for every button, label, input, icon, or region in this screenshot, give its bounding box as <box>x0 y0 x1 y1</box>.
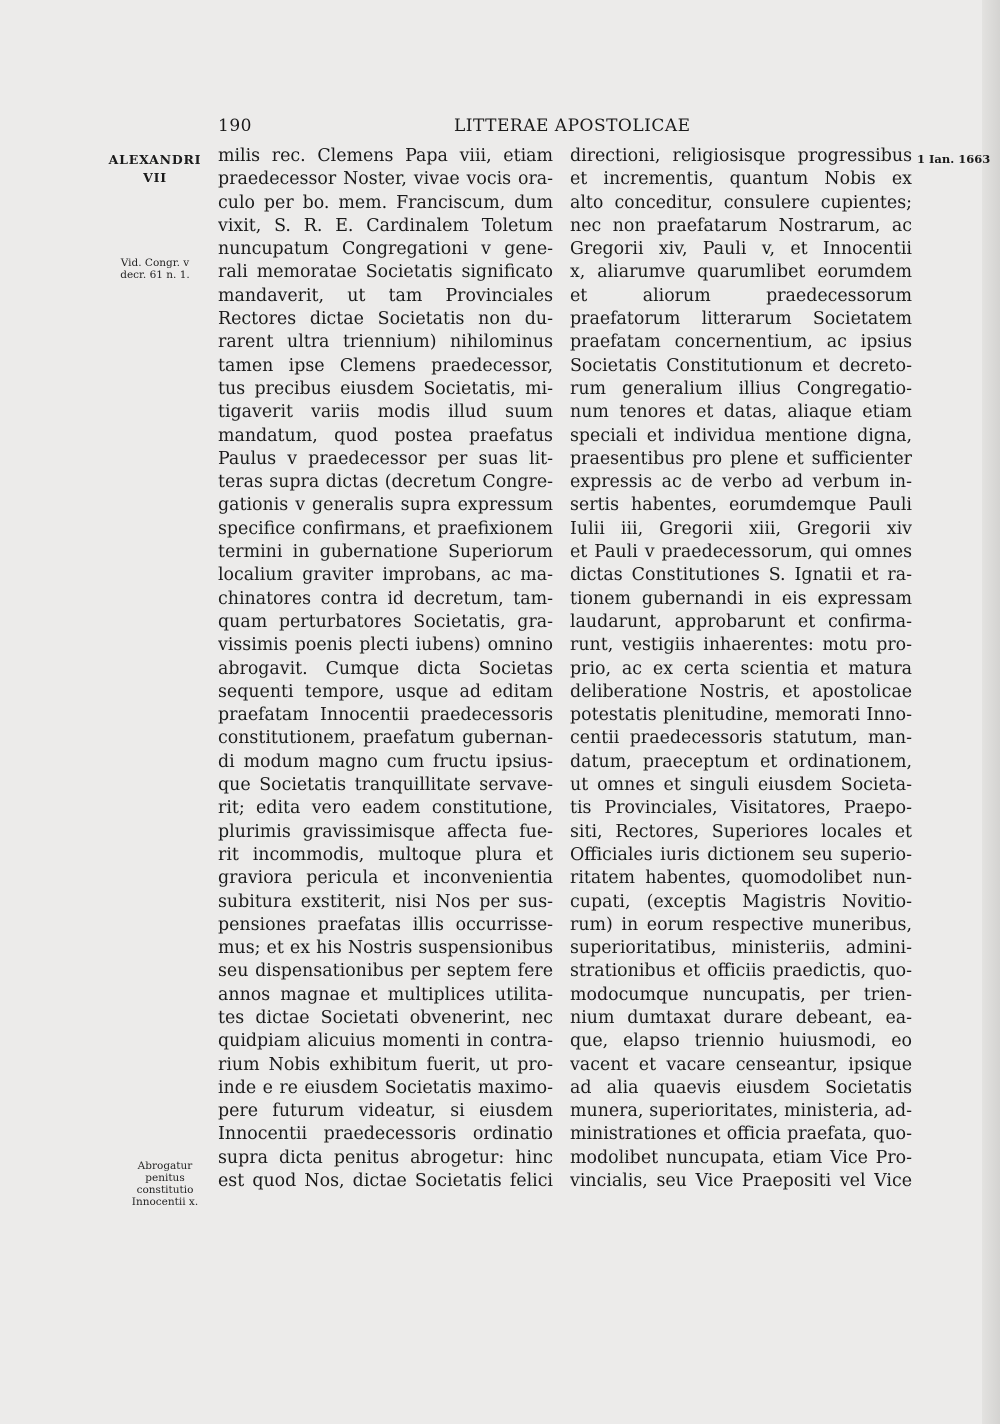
text-line: runt, vestigiis inhaerentes: motu pro- <box>570 635 912 656</box>
text-line: Gregorii xiv, Pauli v, et Innocentii <box>570 239 912 260</box>
text-line: praefatorum litterarum Societatem <box>570 309 912 330</box>
page-header <box>216 116 956 140</box>
margin-note-line: constitutio <box>136 1184 194 1196</box>
text-line: est quod Nos, dictae Societatis felici <box>218 1171 553 1192</box>
text-line: expressis ac de verbo ad verbum in- <box>570 472 912 493</box>
text-line: milis rec. Clemens Papa viii, etiam <box>218 146 553 166</box>
margin-pontiff-line: VII <box>143 170 167 185</box>
page-number: 190 <box>218 116 252 136</box>
text-line: Officiales iuris dictionem seu superio- <box>570 844 912 865</box>
text-line: ministrationes et officia praefata, quo- <box>570 1124 912 1145</box>
text-line: specifice confirmans, et praefixionem <box>218 518 553 539</box>
text-line: rium Nobis exhibitum fuerit, ut pro- <box>218 1054 553 1075</box>
text-line: graviora pericula et inconvenientia <box>218 868 553 889</box>
text-line: tes dictae Societati obvenerint, nec <box>218 1007 553 1028</box>
text-line: pere futurum videatur, si eiusdem <box>218 1101 553 1122</box>
text-line: potestatis plenitudine, memorati Inno- <box>570 705 912 726</box>
text-line: et Pauli v praedecessorum, qui omnes <box>570 542 912 563</box>
text-line: rit incommodis, multoque plura et <box>218 844 553 865</box>
margin-pontiff-line: ALEXANDRI <box>108 152 202 167</box>
text-line: constitutionem, praefatum gubernan- <box>218 728 553 749</box>
text-line: alto conceditur, consulere cupientes; <box>570 192 912 213</box>
text-line: rali memoratae Societatis significato <box>218 262 553 283</box>
text-line: praefatam Innocentii praedecessoris <box>218 705 553 726</box>
page-edge-shadow <box>982 0 1000 1424</box>
text-line: di modum magno cum fructu ipsius- <box>218 751 553 772</box>
text-line: que, elapso triennio huiusmodi, eo <box>570 1031 912 1052</box>
text-line: munera, superioritates, ministeria, ad- <box>570 1101 912 1122</box>
text-line: directioni, religiosisque progressibus <box>570 146 912 166</box>
text-line: strationibus et officiis praedictis, quo- <box>570 961 912 982</box>
text-line: subitura exstiterit, nisi Nos per sus- <box>218 891 553 912</box>
text-line: seu dispensationibus per septem fere <box>218 961 553 982</box>
text-line: tis Provinciales, Visitatores, Praepo- <box>570 798 912 819</box>
text-line: modocumque nuncupatis, per trien- <box>570 984 912 1005</box>
text-line: ut omnes et singuli eiusdem Societa- <box>570 775 912 796</box>
text-line: rit; edita vero eadem constitutione, <box>218 798 553 819</box>
text-line: que Societatis tranquillitate servave- <box>218 775 553 796</box>
text-line: pensiones praefatas illis occurrisse- <box>218 914 553 935</box>
running-title: LITTERAE APOSTOLICAE <box>454 116 691 136</box>
text-line: rum) in eorum respective muneribus, <box>570 914 912 935</box>
text-line: speciali et individua mentione digna, <box>570 425 912 446</box>
text-line: et incrementis, quantum Nobis ex <box>570 169 912 190</box>
text-line: Societatis Constitutionum et decreto- <box>570 355 912 376</box>
text-line: annos magnae et multiplices utilita- <box>218 984 553 1005</box>
margin-note-line: Abrogatur <box>137 1160 193 1172</box>
text-line: rarent ultra triennium) nihilominus <box>218 332 553 353</box>
text-line: nuncupatum Congregationi v gene- <box>218 239 553 260</box>
text-line: modolibet nuncupata, etiam Vice Pro- <box>570 1147 912 1168</box>
text-line: tionem gubernandi in eis expressam <box>570 588 912 609</box>
text-line: Iulii iii, Gregorii xiii, Gregorii xiv <box>570 518 912 539</box>
text-line: praedecessor Noster, vivae vocis ora- <box>218 169 553 190</box>
text-line: nec non praefatarum Nostrarum, ac <box>570 215 912 236</box>
text-line: Rectores dictae Societatis non du- <box>218 309 553 330</box>
text-line: gationis v generalis supra expressum <box>218 495 553 516</box>
text-line: vixit, S. R. E. Cardinalem Toletum <box>218 215 553 236</box>
text-line: praefatam concernentium, ac ipsius <box>570 332 912 353</box>
text-line: laudarunt, approbarunt et confirma- <box>570 611 912 632</box>
text-line: prio, ac ex certa scientia et matura <box>570 658 912 679</box>
text-line: nium dumtaxat durare debeant, ea- <box>570 1007 912 1028</box>
text-line: teras supra dictas (decretum Congre- <box>218 472 553 493</box>
text-line: inde e re eiusdem Societatis maximo- <box>218 1077 553 1098</box>
text-line: quam perturbatores Societatis, gra- <box>218 611 553 632</box>
margin-note-line: decr. 61 n. 1. <box>120 269 190 281</box>
text-line: Paulus v praedecessor per suas lit- <box>218 448 553 469</box>
margin-note-line: Vid. Congr. v <box>120 257 190 269</box>
text-line: num tenores et datas, aliaque etiam <box>570 402 912 423</box>
text-line: vincialis, seu Vice Praepositi vel Vice <box>570 1171 912 1192</box>
text-line: cupati, (exceptis Magistris Novitio- <box>570 891 912 912</box>
text-line: vacent et vacare censeantur, ipsique <box>570 1054 912 1075</box>
text-line: et aliorum praedecessorum <box>570 285 912 306</box>
text-line: ad alia quaevis eiusdem Societatis <box>570 1077 912 1098</box>
text-line: localium graviter improbans, ac ma- <box>218 565 553 586</box>
text-line: tamen ipse Clemens praedecessor, <box>218 355 553 376</box>
text-line: culo per bo. mem. Franciscum, dum <box>218 192 553 213</box>
text-line: mandatum, quod postea praefatus <box>218 425 553 446</box>
margin-pontiff-name <box>105 151 205 187</box>
left-text-column <box>218 145 553 1193</box>
text-line: centii praedecessoris statutum, man- <box>570 728 912 749</box>
text-line: deliberatione Nostris, et apostolicae <box>570 681 912 702</box>
text-line: sequenti tempore, usque ad editam <box>218 681 553 702</box>
margin-note-abrogation <box>115 1160 215 1208</box>
text-line: rum generalium illius Congregatio- <box>570 378 912 399</box>
margin-date: 1 Ian. 1663 <box>917 152 991 166</box>
text-line: siti, Rectores, Superiores locales et <box>570 821 912 842</box>
text-line: abrogavit. Cumque dicta Societas <box>218 658 553 679</box>
text-line: Innocentii praedecessoris ordinatio <box>218 1124 553 1145</box>
text-line: praesentibus pro plene et sufficienter <box>570 448 912 469</box>
text-line: superioritatibus, ministeriis, admini- <box>570 938 912 959</box>
text-line: termini in gubernatione Superiorum <box>218 542 553 563</box>
margin-note-line: Innocentii x. <box>131 1196 199 1208</box>
text-line: supra dicta penitus abrogetur: hinc <box>218 1147 553 1168</box>
text-line: dictas Constitutiones S. Ignatii et ra- <box>570 565 912 586</box>
text-line: tigaverit variis modis illud suum <box>218 402 553 423</box>
text-line: quidpiam alicuius momenti in contra- <box>218 1031 553 1052</box>
text-line: sertis habentes, eorumdemque Pauli <box>570 495 912 516</box>
text-line: ritatem habentes, quomodolibet nun- <box>570 868 912 889</box>
text-line: vissimis poenis plecti iubens) omnino <box>218 635 553 656</box>
margin-note-reference <box>100 257 210 281</box>
right-text-column <box>570 145 912 1193</box>
text-line: tus precibus eiusdem Societatis, mi- <box>218 378 553 399</box>
text-line: datum, praeceptum et ordinationem, <box>570 751 912 772</box>
text-line: mus; et ex his Nostris suspensionibus <box>218 938 553 959</box>
text-line: mandaverit, ut tam Provinciales <box>218 285 553 306</box>
text-line: plurimis gravissimisque affecta fue- <box>218 821 553 842</box>
margin-note-line: penitus <box>145 1172 185 1184</box>
text-line: x, aliarumve quarumlibet eorumdem <box>570 262 912 283</box>
text-line: chinatores contra id decretum, tam- <box>218 588 553 609</box>
